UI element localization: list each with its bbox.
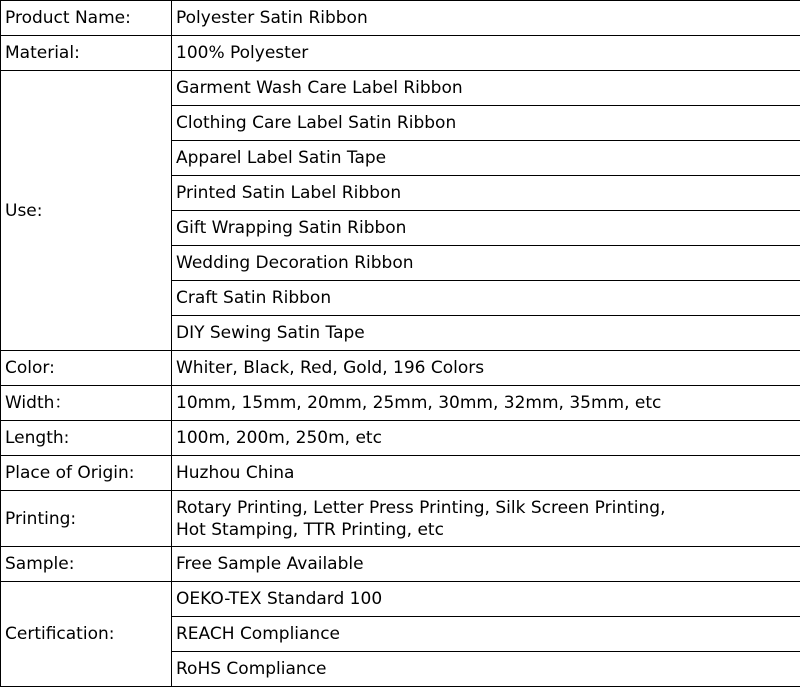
value-use-item: Printed Satin Label Ribbon xyxy=(172,176,800,211)
label-color: Color: xyxy=(1,351,172,386)
label-origin: Place of Origin: xyxy=(1,456,172,491)
table-row-printing xyxy=(1,491,800,547)
value-printing xyxy=(172,491,800,547)
value-use-item: Wedding Decoration Ribbon xyxy=(172,246,800,281)
table-row-color xyxy=(1,351,800,386)
table-row-product-name xyxy=(1,1,800,36)
table-row-use xyxy=(1,71,800,106)
table-row-material xyxy=(1,36,800,71)
value-use-item: Garment Wash Care Label Ribbon xyxy=(172,71,800,106)
table-row-origin xyxy=(1,456,800,491)
label-use: Use: xyxy=(1,71,172,351)
value-sample: Free Sample Available xyxy=(172,547,800,582)
value-use-item: Craft Satin Ribbon xyxy=(172,281,800,316)
table-row-certification xyxy=(1,582,800,617)
label-printing: Printing: xyxy=(1,491,172,547)
value-printing-line: Hot Stamping, TTR Printing, etc xyxy=(176,519,800,541)
value-product-name: Polyester Satin Ribbon xyxy=(172,1,800,36)
label-product-name: Product Name: xyxy=(1,1,172,36)
table-row-sample xyxy=(1,547,800,582)
value-origin: Huzhou China xyxy=(172,456,800,491)
value-color: Whiter, Black, Red, Gold, 196 Colors xyxy=(172,351,800,386)
value-use-item: Clothing Care Label Satin Ribbon xyxy=(172,106,800,141)
label-width: Width： xyxy=(1,386,172,421)
table-row-length xyxy=(1,421,800,456)
value-width: 10mm, 15mm, 20mm, 25mm, 30mm, 32mm, 35mm, etc xyxy=(172,386,800,421)
value-certification-item: OEKO-TEX Standard 100 xyxy=(172,582,800,617)
label-sample: Sample: xyxy=(1,547,172,582)
value-use-item: DIY Sewing Satin Tape xyxy=(172,316,800,351)
value-material: 100% Polyester xyxy=(172,36,800,71)
label-certification: Certification: xyxy=(1,582,172,687)
value-use-item: Apparel Label Satin Tape xyxy=(172,141,800,176)
value-certification-item: RoHS Compliance xyxy=(172,652,800,687)
value-length: 100m, 200m, 250m, etc xyxy=(172,421,800,456)
value-printing-line: Rotary Printing, Letter Press Printing, Silk Screen Printing, xyxy=(176,497,800,519)
value-certification-item: REACH Compliance xyxy=(172,617,800,652)
label-material: Material: xyxy=(1,36,172,71)
table-row-width xyxy=(1,386,800,421)
label-length: Length: xyxy=(1,421,172,456)
value-use-item: Gift Wrapping Satin Ribbon xyxy=(172,211,800,246)
